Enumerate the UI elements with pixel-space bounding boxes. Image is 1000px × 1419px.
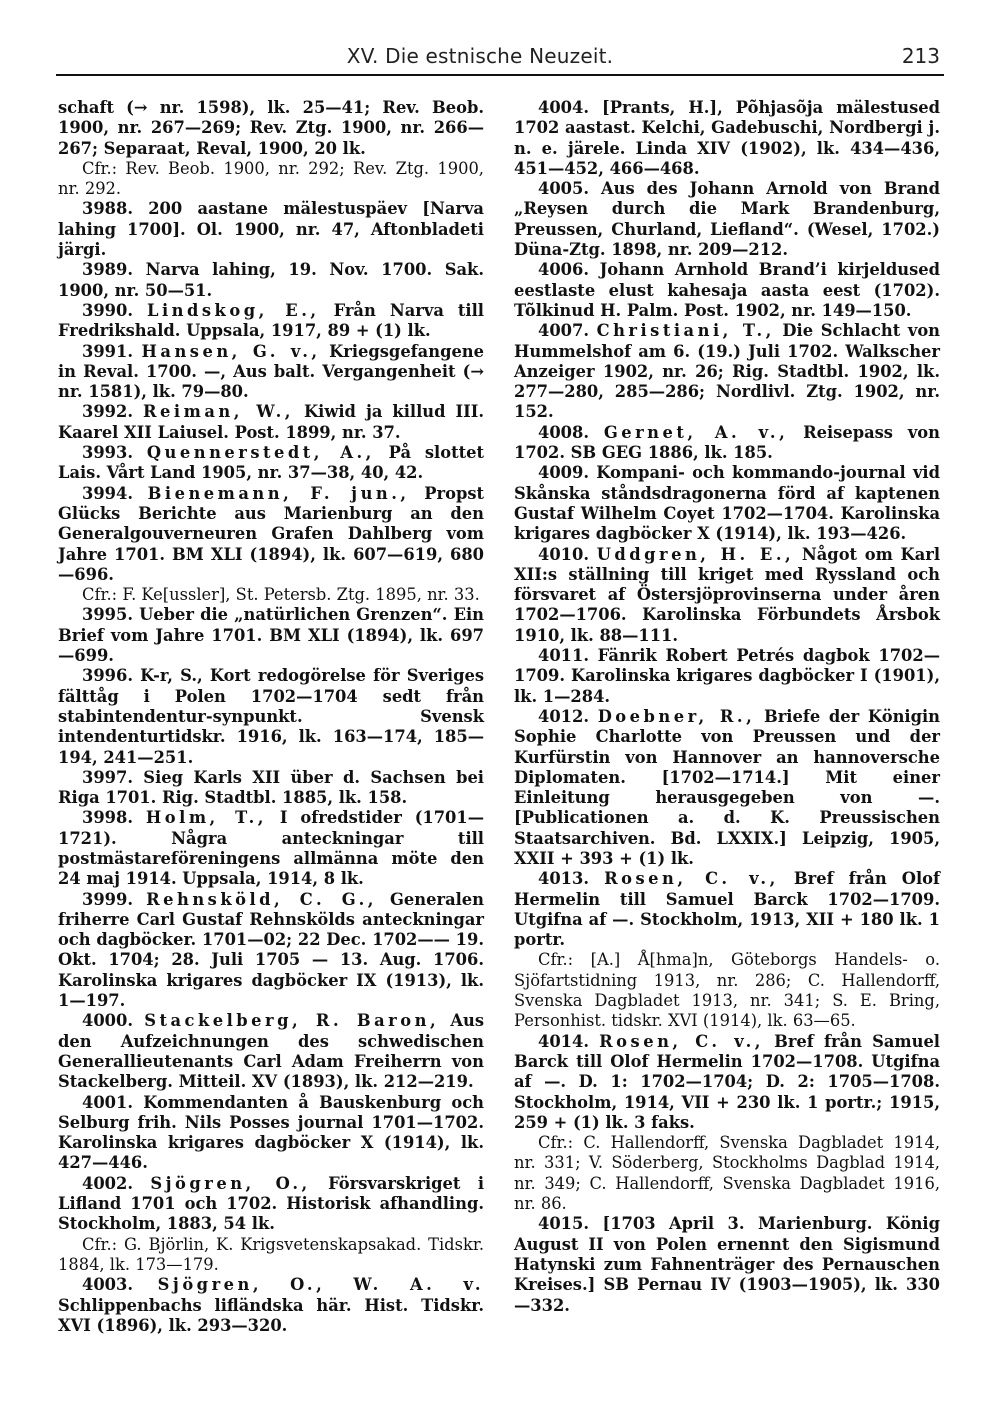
- bibliography-entry: [58, 199, 484, 260]
- entry-text: 4009. Kompani- och kommando-journal vid Skånska ståndsdragonerna förd af kaptenen Gustaf Wilhelm Coyet 1702—1704. Karolinska krigares dagböcker X (1914), lk. 193—426.: [514, 463, 940, 544]
- left-column: [58, 98, 484, 1336]
- entry-title: Försvarskriget i Lifland 1701 och 1702. Historisk afhandling. Stockholm, 1883, 54 lk.: [58, 1173, 485, 1234]
- bibliography-entry: [58, 1275, 484, 1336]
- bibliography-entry: [58, 1011, 484, 1092]
- bibliography-entry: [58, 666, 484, 767]
- entry-text: 4001. Kommendanten å Bauskenburg och Selburg frih. Nils Posses journal 1701—1702. Karolinska krigares dagböcker X (1914), lk. 427—446.: [58, 1092, 484, 1173]
- entry-text: 4002.: [82, 1173, 133, 1193]
- bibliography-entry: [514, 646, 940, 707]
- bibliography-entry: [514, 98, 940, 179]
- bibliography-entry: [58, 98, 484, 159]
- entry-reference: [58, 1235, 484, 1276]
- entry-text: 3996. K-r, S., Kort redogörelse för Sveriges fälttåg i Polen 1702—1704 sedt från stabintendentur-synpunkt. Svensk intendenturtidskr. 1916, lk. 163—174, 185—194, 241—251.: [58, 666, 484, 767]
- entry-cfr: Cfr.: [A.] Å[hma]n, Göteborgs Handels- o. Sjöfartstidning 1913, nr. 286; C. Hallendorff, Svenska Dagbladet 1913, nr. 341; S. E. Bring, Personhist. tidskr. XVI (1914), lk. 63—65.: [514, 950, 940, 1031]
- entry-text: 3993.: [82, 443, 133, 463]
- bibliography-entry: [514, 545, 940, 646]
- entry-title: Bref från Samuel Barck till Olof Hermelin 1702—1708. Utgifna af —. D. 1: 1702—1704; D. 2: 1705—1708. Stockholm, 1914, VII + 230 lk. 1 portr.; 1915, 259 + (1) lk. 3 faks.: [514, 1031, 940, 1132]
- entry-text: 3991.: [82, 341, 133, 361]
- bibliography-entry: [514, 1032, 940, 1133]
- entry-title: Propst Glücks Berichte aus Marienburg an den Generalgouverneuren Grafen Dahlberg vom Jahre 1701. BM XLI (1894), lk. 607—619, 680—696.: [58, 483, 485, 584]
- entry-title: Kiwid ja killud III. Kaarel XII Laiusel. Post. 1899, nr. 37.: [58, 402, 485, 442]
- bibliography-entry: [514, 869, 940, 950]
- bibliography-entry: [514, 463, 940, 544]
- entry-text: 3990.: [82, 300, 133, 320]
- entry-title: Från Narva till Fredrikshald. Uppsala, 1917, 89 + (1) lk.: [58, 300, 484, 341]
- entry-reference: [514, 1133, 940, 1214]
- bibliography-entry: [58, 402, 484, 443]
- entry-text: 3989. Narva lahing, 19. Nov. 1700. Sak. 1900, nr. 50—51.: [58, 260, 484, 300]
- entry-author: Holm, T.,: [145, 808, 267, 828]
- entry-author: Doebner, R.,: [597, 706, 756, 726]
- entry-author: Christiani, T.,: [596, 321, 775, 341]
- entry-author: Lindskog, E.,: [147, 300, 320, 320]
- bibliography-entry: [58, 768, 484, 809]
- entry-text: 3995. Ueber die „natürlichen Grenzen“. Ein Brief vom Jahre 1701. BM XLI (1894), lk. 697—699.: [58, 605, 484, 666]
- bibliography-entry: [58, 1174, 484, 1235]
- entry-title: Briefe der Königin Sophie Charlotte von Preussen und der Kurfürstin von Hannover an hannoversche Diplomaten. [1702—1714.] Mit einer Einleitung herausgegeben von —. [Publicationen a. d. K. Preussischen Staatsarchiven. Bd. LXXIX.] Leipzig, 1905, XXII + 393 + (1) lk.: [514, 706, 941, 868]
- bibliography-entry: [58, 301, 484, 342]
- entry-title: I ofredstider (1701—1721). Några anteckningar till postmästareföreningens allmänna möte den 24 maj 1914. Uppsala, 1914, 8 lk.: [58, 808, 484, 889]
- entry-text: 4014.: [538, 1031, 589, 1051]
- entry-text: 4000.: [82, 1011, 133, 1031]
- running-title: XV. Die estnische Neuzeit.: [346, 44, 614, 68]
- entry-text: 4013.: [538, 869, 589, 889]
- entry-reference: [514, 950, 940, 1031]
- entry-text: 3992.: [82, 402, 133, 422]
- entry-text: 4011. Fänrik Robert Petrés dagbok 1702—1709. Karolinska krigares dagböcker I (1901), lk. 1—284.: [514, 646, 940, 706]
- header-rule: [56, 74, 944, 76]
- entry-author: Quennerstedt, A.,: [146, 443, 375, 463]
- bibliography-entry: [58, 443, 484, 484]
- entry-title: Reisepass von 1702. SB GEG 1886, lk. 185.: [514, 422, 940, 463]
- entry-author: Gernet, A. v.,: [603, 422, 789, 442]
- bibliography-entry: [514, 179, 940, 260]
- entry-cfr: Cfr.: Rev. Beob. 1900, nr. 292; Rev. Ztg. 1900, nr. 292.: [58, 158, 484, 199]
- entry-cfr: Cfr.: C. Hallendorff, Svenska Dagbladet 1914, nr. 331; V. Söderberg, Stockholms Dagblad 1914, nr. 349; C. Hallendorff, Svenska Dagbladet 1916, nr. 86.: [514, 1133, 940, 1214]
- entry-text: 4012.: [538, 706, 589, 726]
- entry-title: Något om Karl XII:s ställning till kriget med Ryssland och försvaret af Östersjöprovinserna under åren 1702—1706. Karolinska Förbundets Årsbok 1910, lk. 88—111.: [514, 544, 941, 645]
- entry-text: 4005. Aus des Johann Arnold von Brand „Reysen durch die Mark Brandenburg, Preussen, Churland, Liefland“. (Wesel, 1702.) Düna-Ztg. 1898, nr. 209—212.: [514, 179, 940, 260]
- entry-text: 4004. [Prants, H.], Põhjasõja mälestused 1702 aastast. Kelchi, Gadebuschi, Nordbergi j. n. e. järele. Linda XIV (1902), lk. 434—436, 451—452, 466—468.: [514, 98, 940, 178]
- bibliography-entry: [514, 423, 940, 464]
- entry-title: Schlippenbachs lifländska här. Hist. Tidskr. XVI (1896), lk. 293—320.: [58, 1295, 484, 1335]
- entry-text: 4006. Johann Arnhold Brand’i kirjeldused eestlaste elust kahesaja aasta eest (1702). Tõlkinud H. Palm. Post. 1902, nr. 149—150.: [514, 260, 940, 320]
- bibliography-entry: [58, 484, 484, 585]
- bibliography-entry: [58, 890, 484, 1012]
- entry-text: 4008.: [538, 422, 589, 442]
- right-column: [514, 98, 940, 1316]
- entry-author: Sjögren, O., W. A. v.: [157, 1275, 484, 1295]
- entry-text: 4015. [1703 April 3. Marienburg. König August II von Polen ernennt den Sigismund Hatynski zum Fahnenträger des Pernauschen Kreises.] SB Pernau IV (1903—1905), lk. 330—332.: [514, 1214, 940, 1315]
- entry-author: Uddgren, H. E.,: [596, 544, 795, 564]
- entry-text: 4010.: [538, 544, 589, 564]
- bibliography-entry: [58, 808, 484, 889]
- entry-title: Die Schlacht von Hummelshof am 6. (19.) Juli 1702. Walkscher Anzeiger 1902, nr. 26; Rig. Stadtbl. 1902, lk. 277—280, 285—286; Nordlivl. Ztg. 1902, nr. 152.: [514, 321, 941, 422]
- entry-title: Kriegsgefangene in Reval. 1700. —, Aus balt. Vergangenheit (→ nr. 1581), lk. 79—80.: [58, 341, 485, 402]
- entry-reference: [58, 585, 484, 605]
- bibliography-entry: [514, 707, 940, 869]
- entry-author: Reiman, W.,: [143, 402, 294, 422]
- entry-reference: [58, 159, 484, 200]
- entry-text: 4007.: [538, 321, 589, 341]
- entry-title: På slottet Lais. Vårt Land 1905, nr. 37—38, 40, 42.: [58, 443, 485, 483]
- bibliography-entry: [58, 605, 484, 666]
- bibliography-entry: [514, 321, 940, 422]
- entry-text: 3994.: [82, 483, 133, 503]
- entry-text: 3998.: [82, 808, 133, 828]
- entry-title: Bref från Olof Hermelin till Samuel Barck 1702—1709. Utgifna af —. Stockholm, 1913, XII + 180 lk. 1 portr.: [514, 869, 940, 950]
- bibliography-entry: [58, 1093, 484, 1174]
- entry-author: Stackelberg, R. Baron,: [144, 1011, 440, 1031]
- entry-cfr: Cfr.: G. Björlin, K. Krigsvetenskapsakad. Tidskr. 1884, lk. 173—179.: [58, 1234, 484, 1274]
- bibliography-entry: [514, 1214, 940, 1315]
- entry-author: Rosen, C. v.,: [599, 1031, 764, 1051]
- entry-author: Rehnsköld, C. G.,: [146, 889, 377, 909]
- entry-text: 3999.: [82, 889, 133, 909]
- bibliography-entry: [58, 260, 484, 301]
- entry-author: Sjögren, O.,: [150, 1173, 311, 1193]
- bibliography-entry: [58, 342, 484, 403]
- page-number: 213: [901, 44, 940, 68]
- entry-text: 3997. Sieg Karls XII über d. Sachsen bei Riga 1701. Rig. Stadtbl. 1885, lk. 158.: [58, 767, 484, 808]
- entry-title: Aus den Aufzeichnungen des schwedischen Generallieutenants Carl Adam Freiherrn von Stackelberg. Mitteil. XV (1893), lk. 212—219.: [58, 1011, 485, 1092]
- bibliography-entry: [514, 260, 940, 321]
- entry-title: Generalen friherre Carl Gustaf Rehnskölds anteckningar och dagböcker. 1701—02; 22 Dec. 1702—— 19. Okt. 1704; 28. Juli 1705 — 13. Aug. 1706. Karolinska krigares dagböcker IX (1913), lk. 1—197.: [58, 889, 484, 1011]
- entry-author: Bienemann, F. jun.,: [147, 483, 410, 503]
- entry-author: Rosen, C. v.,: [604, 869, 779, 889]
- entry-author: Hansen, G. v.,: [141, 341, 321, 361]
- entry-text: 3988. 200 aastane mälestuspäev [Narva lahing 1700]. Ol. 1900, nr. 47, Aftonbladeti järgi.: [58, 199, 484, 260]
- entry-text: 4003.: [82, 1275, 133, 1295]
- entry-text: schaft (→ nr. 1598), lk. 25—41; Rev. Beob. 1900, nr. 267—269; Rev. Ztg. 1900, nr. 266—267; Separaat, Reval, 1900, 20 lk.: [58, 98, 484, 158]
- entry-cfr: Cfr.: F. Ke[ussler], St. Petersb. Ztg. 1895, nr. 33.: [82, 585, 480, 605]
